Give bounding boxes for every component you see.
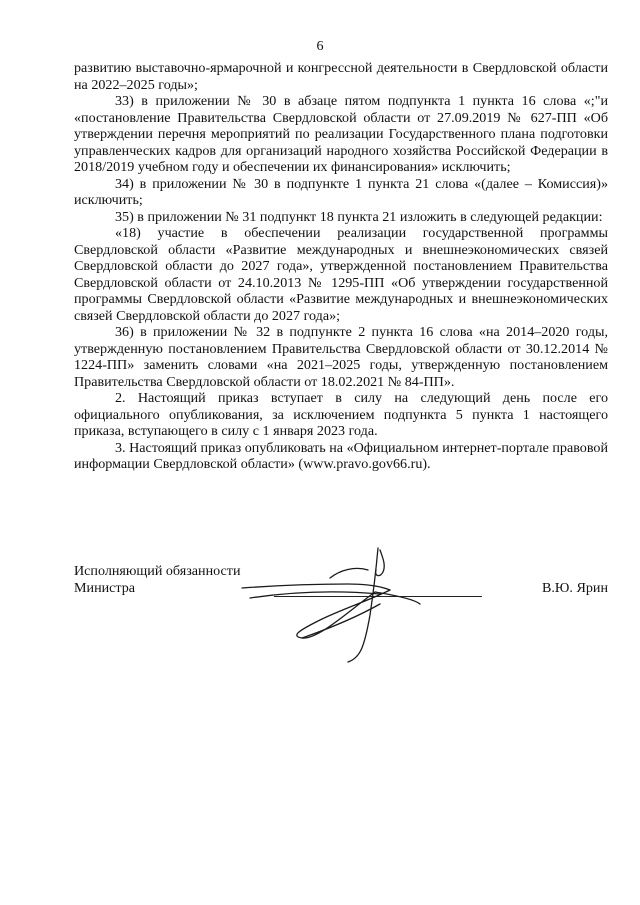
signer-name: В.Ю. Ярин bbox=[542, 580, 608, 596]
paragraph: 2. Настоящий приказ вступает в силу на следующий день после его официального опубликования, за исключением подпункта 5 пункта 1 настоящего приказа, вступающего в силу с 1 января 2023 года. bbox=[74, 390, 608, 439]
signer-title-line: Министра bbox=[74, 580, 136, 596]
paragraph: 34) в приложении № 30 в подпункте 1 пункта 21 слова «(далее – Комиссия)» исключить; bbox=[74, 175, 608, 208]
paragraph: 33) в приложении № 30 в абзаце пятом подпункта 1 пункта 16 слова «;"и «постановление Правительства Свердловской области от 27.09.2019 № 627-ПП «Об утверждении перечня мероприятий по реализации Государственного плана подготовки управленческих кадров для организаций народного хозяйства Российской Федерации в 2018/2019 учебном году и обеспечении их финансирования» исключить; bbox=[74, 93, 608, 175]
paragraph: 35) в приложении № 31 подпункт 18 пункта 21 изложить в следующей редакции: bbox=[115, 208, 603, 225]
paragraph: «18) участие в обеспечении реализации государственной программы Свердловской области «Развитие международных и внешнеэкономических связей Свердловской области до 2027 года», утвержденной постановлением Правительства Свердловской области от 24.10.2013 № 1295-ПП «Об утверждении государственной программы Свердловской области «Развитие международных и внешнеэкономических связей Свердловской области до 2027 года»; bbox=[74, 225, 608, 324]
document-body bbox=[74, 60, 608, 473]
handwritten-signature bbox=[230, 540, 430, 665]
page-number: 6 bbox=[316, 38, 324, 54]
signer-title bbox=[74, 563, 241, 597]
paragraph: 3. Настоящий приказ опубликовать на «Официальном интернет-портале правовой информации Свердловской области» (www.pravo.gov66.ru). bbox=[74, 439, 608, 472]
paragraph: развитию выставочно-ярмарочной и конгрессной деятельности в Свердловской области на 2022–2025 годы»; bbox=[74, 60, 608, 93]
signer-title-line: Исполняющий обязанности bbox=[74, 563, 241, 579]
paragraph: 36) в приложении № 32 в подпункте 2 пункта 16 слова «на 2014–2020 годы, утвержденную постановлением Правительства Свердловской области от 30.12.2014 № 1224-ПП» заменить словами «на 2021–2025 годы, утвержденную постановлением Правительства Свердловской области от 18.02.2021 № 84-ПП». bbox=[74, 324, 608, 390]
